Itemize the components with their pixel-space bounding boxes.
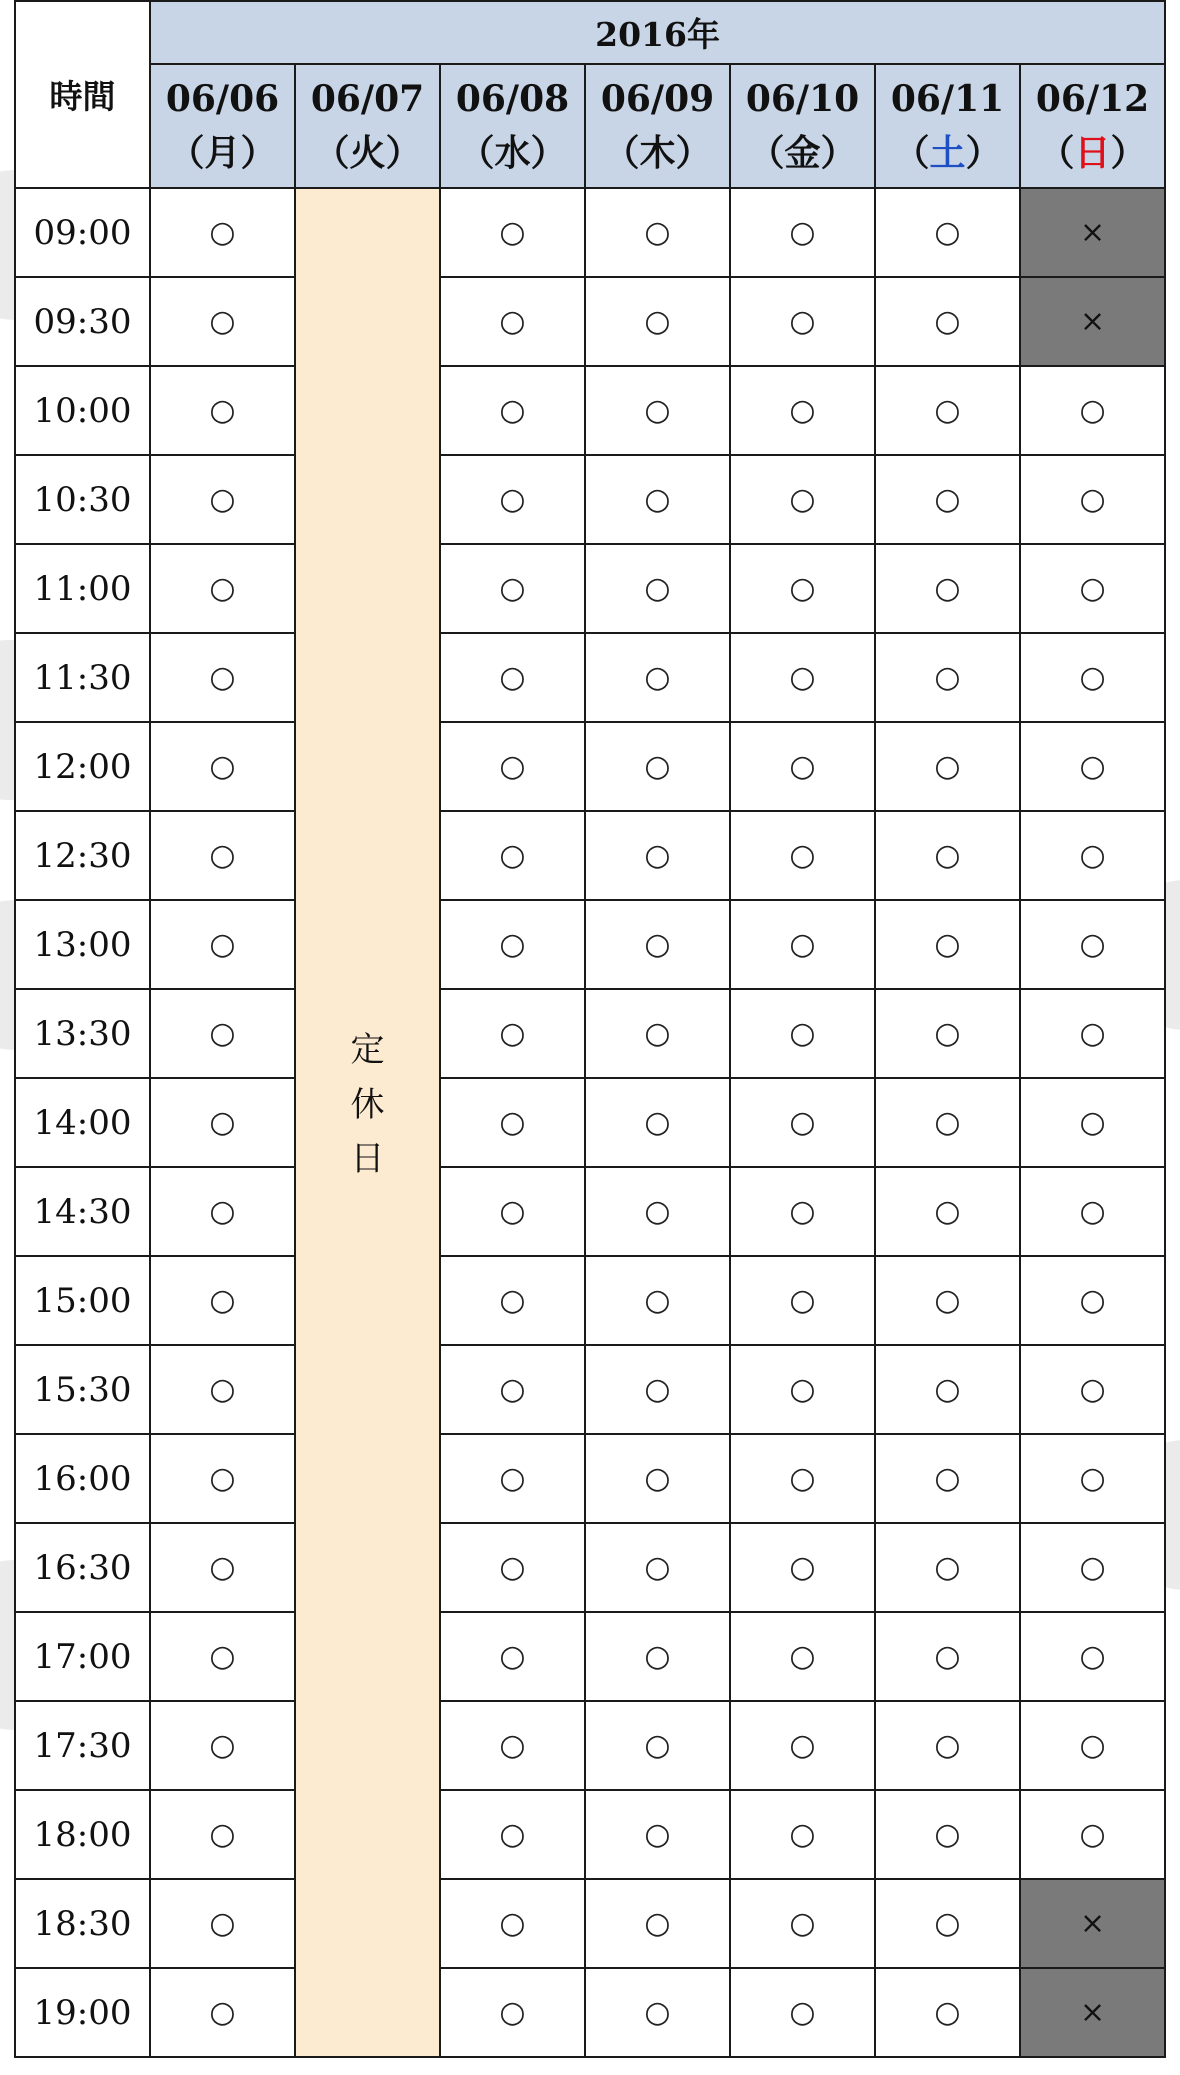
slot-available[interactable]: ○ xyxy=(585,1434,730,1523)
slot-available[interactable]: ○ xyxy=(1020,1078,1165,1167)
slot-available[interactable]: ○ xyxy=(150,989,295,1078)
slot-available[interactable]: ○ xyxy=(875,1256,1020,1345)
time-slot-label: 12:30 xyxy=(15,811,150,900)
slot-available[interactable]: ○ xyxy=(585,1879,730,1968)
slot-available[interactable]: ○ xyxy=(875,811,1020,900)
slot-available[interactable]: ○ xyxy=(585,455,730,544)
table-row xyxy=(15,1701,1165,1790)
slot-available[interactable]: ○ xyxy=(150,722,295,811)
slot-available[interactable]: ○ xyxy=(730,989,875,1078)
time-slot-label: 13:00 xyxy=(15,900,150,989)
table-row xyxy=(15,633,1165,722)
slot-available[interactable]: ○ xyxy=(585,277,730,366)
slot-available[interactable]: ○ xyxy=(585,811,730,900)
slot-available[interactable]: ○ xyxy=(440,188,585,277)
day-date: 06/08 xyxy=(455,78,570,120)
slot-available[interactable]: ○ xyxy=(1020,1345,1165,1434)
slot-available[interactable]: ○ xyxy=(875,1345,1020,1434)
slot-available[interactable]: ○ xyxy=(1020,455,1165,544)
slot-available[interactable]: ○ xyxy=(730,188,875,277)
slot-available[interactable]: ○ xyxy=(730,1523,875,1612)
day-weekday: （月） xyxy=(168,132,277,174)
slot-available[interactable]: ○ xyxy=(440,1078,585,1167)
time-slot-label: 17:00 xyxy=(15,1612,150,1701)
slot-available[interactable]: ○ xyxy=(730,1256,875,1345)
slot-available[interactable]: ○ xyxy=(875,1612,1020,1701)
slot-available[interactable]: ○ xyxy=(150,1345,295,1434)
holiday-label-char: 日 xyxy=(350,1139,385,1180)
slot-available[interactable]: ○ xyxy=(150,811,295,900)
table-row xyxy=(15,455,1165,544)
slot-available[interactable]: ○ xyxy=(730,722,875,811)
table-row xyxy=(15,900,1165,989)
slot-available[interactable]: ○ xyxy=(585,1167,730,1256)
slot-available[interactable]: ○ xyxy=(585,1968,730,2057)
slot-available[interactable]: ○ xyxy=(1020,989,1165,1078)
time-slot-label: 11:30 xyxy=(15,633,150,722)
slot-available[interactable]: ○ xyxy=(150,455,295,544)
weekday-char: 土 xyxy=(929,132,966,174)
table-row xyxy=(15,188,1165,277)
schedule-body xyxy=(15,188,1165,2057)
slot-available[interactable]: ○ xyxy=(440,1879,585,1968)
slot-available[interactable]: ○ xyxy=(875,1167,1020,1256)
slot-available[interactable]: ○ xyxy=(875,722,1020,811)
slot-available[interactable]: ○ xyxy=(875,1078,1020,1167)
time-slot-label: 09:30 xyxy=(15,277,150,366)
slot-available[interactable]: ○ xyxy=(585,366,730,455)
holiday-label xyxy=(351,1023,385,1186)
slot-available[interactable]: ○ xyxy=(1020,722,1165,811)
day-date: 06/09 xyxy=(600,78,715,120)
slot-available[interactable]: ○ xyxy=(440,1256,585,1345)
slot-available[interactable]: ○ xyxy=(875,1879,1020,1968)
table-row xyxy=(15,1167,1165,1256)
day-weekday: （水） xyxy=(458,132,567,174)
slot-available[interactable]: ○ xyxy=(150,277,295,366)
slot-available[interactable]: ○ xyxy=(440,989,585,1078)
year-header: 2016年 xyxy=(150,1,1165,64)
slot-available[interactable]: ○ xyxy=(585,1612,730,1701)
table-row xyxy=(15,1968,1165,2057)
slot-available[interactable]: ○ xyxy=(875,1968,1020,2057)
table-row xyxy=(15,544,1165,633)
slot-available[interactable]: ○ xyxy=(730,366,875,455)
day-date: 06/11 xyxy=(890,78,1005,120)
slot-available[interactable]: ○ xyxy=(150,1167,295,1256)
slot-available[interactable]: ○ xyxy=(875,544,1020,633)
time-slot-label: 15:00 xyxy=(15,1256,150,1345)
slot-available[interactable]: ○ xyxy=(440,1701,585,1790)
slot-available[interactable]: ○ xyxy=(150,900,295,989)
day-header-3 xyxy=(585,64,730,188)
slot-available[interactable]: ○ xyxy=(1020,1701,1165,1790)
slot-available[interactable]: ○ xyxy=(1020,900,1165,989)
slot-available[interactable]: ○ xyxy=(440,455,585,544)
slot-available[interactable]: ○ xyxy=(585,188,730,277)
time-slot-label: 12:00 xyxy=(15,722,150,811)
day-date: 06/12 xyxy=(1035,78,1150,120)
time-slot-label: 15:30 xyxy=(15,1345,150,1434)
slot-available[interactable]: ○ xyxy=(875,900,1020,989)
day-header-2 xyxy=(440,64,585,188)
time-slot-label: 14:00 xyxy=(15,1078,150,1167)
day-weekday: （日） xyxy=(1038,132,1147,174)
slot-available[interactable]: ○ xyxy=(585,1790,730,1879)
slot-available[interactable]: ○ xyxy=(730,1968,875,2057)
slot-available[interactable]: ○ xyxy=(875,366,1020,455)
day-header-6 xyxy=(1020,64,1165,188)
table-row xyxy=(15,1790,1165,1879)
slot-available[interactable]: ○ xyxy=(875,1790,1020,1879)
slot-available[interactable]: ○ xyxy=(440,633,585,722)
slot-available[interactable]: ○ xyxy=(150,1078,295,1167)
slot-available[interactable]: ○ xyxy=(150,1968,295,2057)
slot-unavailable: × xyxy=(1020,1968,1165,2057)
slot-available[interactable]: ○ xyxy=(585,1701,730,1790)
time-column-header: 時間 xyxy=(15,1,150,188)
time-slot-label: 16:30 xyxy=(15,1523,150,1612)
slot-available[interactable]: ○ xyxy=(730,1612,875,1701)
slot-available[interactable]: ○ xyxy=(585,989,730,1078)
slot-available[interactable]: ○ xyxy=(1020,1167,1165,1256)
slot-unavailable: × xyxy=(1020,277,1165,366)
slot-available[interactable]: ○ xyxy=(1020,544,1165,633)
slot-available[interactable]: ○ xyxy=(150,1434,295,1523)
day-weekday: （土） xyxy=(893,132,1002,174)
slot-available[interactable]: ○ xyxy=(150,1612,295,1701)
slot-available[interactable]: ○ xyxy=(730,633,875,722)
time-slot-label: 10:30 xyxy=(15,455,150,544)
table-row xyxy=(15,1612,1165,1701)
slot-available[interactable]: ○ xyxy=(730,544,875,633)
time-slot-label: 11:00 xyxy=(15,544,150,633)
slot-available[interactable]: ○ xyxy=(730,811,875,900)
table-row xyxy=(15,1256,1165,1345)
table-row xyxy=(15,722,1165,811)
slot-available[interactable]: ○ xyxy=(1020,1790,1165,1879)
table-row xyxy=(15,1078,1165,1167)
slot-available[interactable]: ○ xyxy=(440,811,585,900)
slot-available[interactable]: ○ xyxy=(585,900,730,989)
slot-available[interactable]: ○ xyxy=(150,1701,295,1790)
slot-available[interactable]: ○ xyxy=(440,1434,585,1523)
slot-available[interactable]: ○ xyxy=(875,1701,1020,1790)
reservation-schedule-table xyxy=(14,0,1166,2058)
slot-available[interactable]: ○ xyxy=(730,1879,875,1968)
slot-available[interactable]: ○ xyxy=(150,1523,295,1612)
weekday-char: 日 xyxy=(1074,132,1111,174)
slot-available[interactable]: ○ xyxy=(440,544,585,633)
slot-available[interactable]: ○ xyxy=(585,1345,730,1434)
slot-available[interactable]: ○ xyxy=(440,366,585,455)
day-weekday: （木） xyxy=(603,132,712,174)
slot-available[interactable]: ○ xyxy=(440,722,585,811)
slot-available[interactable]: ○ xyxy=(730,1078,875,1167)
time-slot-label: 14:30 xyxy=(15,1167,150,1256)
time-slot-label: 17:30 xyxy=(15,1701,150,1790)
slot-available[interactable]: ○ xyxy=(585,722,730,811)
day-header-1 xyxy=(295,64,440,188)
holiday-column xyxy=(295,188,440,2057)
holiday-label-char: 休 xyxy=(350,1084,385,1125)
slot-available[interactable]: ○ xyxy=(730,900,875,989)
slot-available[interactable]: ○ xyxy=(440,1523,585,1612)
slot-available[interactable]: ○ xyxy=(730,277,875,366)
slot-available[interactable]: ○ xyxy=(875,277,1020,366)
slot-unavailable: × xyxy=(1020,188,1165,277)
slot-available[interactable]: ○ xyxy=(1020,1256,1165,1345)
slot-available[interactable]: ○ xyxy=(585,1523,730,1612)
slot-available[interactable]: ○ xyxy=(440,1968,585,2057)
slot-available[interactable]: ○ xyxy=(875,188,1020,277)
day-header-row xyxy=(15,64,1165,188)
table-row xyxy=(15,1434,1165,1523)
day-date: 06/10 xyxy=(745,78,860,120)
day-weekday: （火） xyxy=(313,132,422,174)
slot-available[interactable]: ○ xyxy=(440,900,585,989)
time-slot-label: 16:00 xyxy=(15,1434,150,1523)
slot-available[interactable]: ○ xyxy=(1020,1612,1165,1701)
slot-available[interactable]: ○ xyxy=(440,1167,585,1256)
slot-available[interactable]: ○ xyxy=(440,1612,585,1701)
slot-available[interactable]: ○ xyxy=(150,1256,295,1345)
slot-available[interactable]: ○ xyxy=(150,188,295,277)
slot-available[interactable]: ○ xyxy=(1020,366,1165,455)
slot-available[interactable]: ○ xyxy=(875,1523,1020,1612)
slot-available[interactable]: ○ xyxy=(730,1790,875,1879)
slot-available[interactable]: ○ xyxy=(150,1790,295,1879)
slot-available[interactable]: ○ xyxy=(1020,811,1165,900)
table-row xyxy=(15,1345,1165,1434)
table-row xyxy=(15,989,1165,1078)
table-row xyxy=(15,1879,1165,1968)
table-row xyxy=(15,277,1165,366)
slot-available[interactable]: ○ xyxy=(150,1879,295,1968)
slot-available[interactable]: ○ xyxy=(440,277,585,366)
slot-available[interactable]: ○ xyxy=(585,544,730,633)
slot-available[interactable]: ○ xyxy=(150,544,295,633)
day-header-4 xyxy=(730,64,875,188)
slot-available[interactable]: ○ xyxy=(875,455,1020,544)
slot-available[interactable]: ○ xyxy=(875,633,1020,722)
time-slot-label: 19:00 xyxy=(15,1968,150,2057)
day-date: 06/06 xyxy=(165,78,280,120)
holiday-label-char: 定 xyxy=(350,1030,385,1071)
slot-available[interactable]: ○ xyxy=(585,633,730,722)
slot-available[interactable]: ○ xyxy=(440,1790,585,1879)
day-weekday: （金） xyxy=(748,132,857,174)
table-row xyxy=(15,366,1165,455)
slot-available[interactable]: ○ xyxy=(150,633,295,722)
slot-available[interactable]: ○ xyxy=(1020,1523,1165,1612)
day-date: 06/07 xyxy=(310,78,425,120)
slot-available[interactable]: ○ xyxy=(730,455,875,544)
slot-available[interactable]: ○ xyxy=(1020,633,1165,722)
slot-available[interactable]: ○ xyxy=(730,1167,875,1256)
slot-unavailable: × xyxy=(1020,1879,1165,1968)
slot-available[interactable]: ○ xyxy=(1020,1434,1165,1523)
day-header-0 xyxy=(150,64,295,188)
table-row xyxy=(15,1523,1165,1612)
slot-available[interactable]: ○ xyxy=(875,1434,1020,1523)
slot-available[interactable]: ○ xyxy=(730,1434,875,1523)
time-slot-label: 18:30 xyxy=(15,1879,150,1968)
slot-available[interactable]: ○ xyxy=(440,1345,585,1434)
slot-available[interactable]: ○ xyxy=(585,1256,730,1345)
slot-available[interactable]: ○ xyxy=(875,989,1020,1078)
slot-available[interactable]: ○ xyxy=(730,1701,875,1790)
slot-available[interactable]: ○ xyxy=(585,1078,730,1167)
time-slot-label: 18:00 xyxy=(15,1790,150,1879)
time-slot-label: 10:00 xyxy=(15,366,150,455)
table-row xyxy=(15,811,1165,900)
time-slot-label: 09:00 xyxy=(15,188,150,277)
day-header-5 xyxy=(875,64,1020,188)
slot-available[interactable]: ○ xyxy=(730,1345,875,1434)
time-slot-label: 13:30 xyxy=(15,989,150,1078)
slot-available[interactable]: ○ xyxy=(150,366,295,455)
